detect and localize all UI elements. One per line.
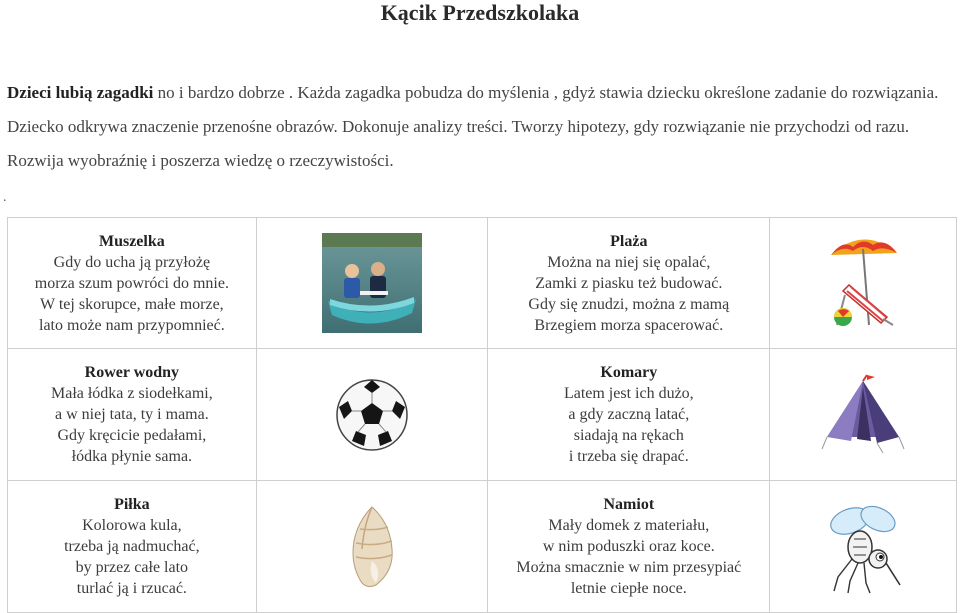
riddle-line: Mały domek z materiału, xyxy=(548,517,710,534)
tent xyxy=(821,373,905,457)
beach-umbrella-chair xyxy=(823,233,903,333)
riddle-cell-rower-wodny xyxy=(8,349,257,481)
riddle-line: Można na niej się opalać, xyxy=(547,253,711,271)
riddle-line: lato może nam przypomnieć. xyxy=(39,316,225,334)
riddle-cell-pilka xyxy=(8,481,257,613)
riddle-line: siadają na rękach xyxy=(573,427,684,444)
riddle-line: w nim poduszki oraz koce. xyxy=(542,538,715,555)
riddle-line: turlać ją i rzucać. xyxy=(76,580,187,597)
riddle-title: Komary xyxy=(600,364,658,381)
riddle-line: by przez całe lato xyxy=(75,559,189,576)
riddle-line: morza szum powróci do mnie. xyxy=(34,274,229,292)
riddle-cell-muszelka xyxy=(8,218,257,349)
picture-cell-shell xyxy=(256,481,488,613)
riddle-line: Zamki z piasku też budować. xyxy=(535,274,723,292)
riddle-table xyxy=(7,217,957,613)
riddle-line: Można smacznie w nim przesypiać xyxy=(516,559,742,576)
riddle-line: a w niej tata, ty i mama. xyxy=(54,406,209,423)
pedal-boat-photo xyxy=(322,233,422,333)
riddle-cell-komary xyxy=(488,349,770,481)
picture-cell-mosquito xyxy=(770,481,957,613)
riddle-cell-plaza xyxy=(488,218,770,349)
picture-cell-tent xyxy=(770,349,957,481)
stray-mark: . xyxy=(3,190,7,205)
riddle-title: Piłka xyxy=(114,496,150,513)
riddle-line: Mała łódka z siodełkami, xyxy=(50,385,213,402)
riddle-line: i trzeba się drapać. xyxy=(568,448,689,465)
riddle-line: trzeba ją nadmuchać, xyxy=(64,538,200,555)
intro-paragraph xyxy=(7,76,952,178)
riddle-cell-namiot xyxy=(488,481,770,613)
soccer-ball xyxy=(334,377,410,453)
riddle-title: Rower wodny xyxy=(84,364,180,381)
riddle-line: a gdy zaczną latać, xyxy=(568,406,690,423)
riddle-line: Gdy kręcicie pedałami, xyxy=(57,427,207,444)
seashell xyxy=(342,505,402,589)
riddle-line: Gdy do ucha ją przyłożę xyxy=(53,253,211,271)
riddle-title: Namiot xyxy=(603,496,655,513)
picture-cell-pedal-boat xyxy=(256,218,488,349)
riddle-title: Plaża xyxy=(610,232,648,250)
riddle-line: W tej skorupce, małe morze, xyxy=(40,295,224,313)
riddle-line: Latem jest ich dużo, xyxy=(563,385,694,402)
riddle-line: Kolorowa kula, xyxy=(82,517,182,534)
riddle-line: Gdy się znudzi, można z mamą xyxy=(528,295,730,313)
picture-cell-ball xyxy=(256,349,488,481)
page-title: Kącik Przedszkolaka xyxy=(380,0,580,25)
picture-cell-beach xyxy=(770,218,957,349)
riddle-title: Muszelka xyxy=(98,232,165,250)
intro-lead: Dzieci lubią zagadki xyxy=(7,83,154,102)
riddle-line: Brzegiem morza spacerować. xyxy=(534,316,724,334)
riddle-line: łódka płynie sama. xyxy=(71,448,193,465)
mosquito xyxy=(820,499,906,595)
intro-text: no i bardzo dobrze . Każda zagadka pobudza do myślenia , gdyż stawia dziecku określone zadanie do rozwiązania. Dziecko odkrywa znaczenie przenośne obrazów. Dokonuje analizy treści. Tworzy hipotezy, gdy rozwiązanie nie przychodzi od razu. Rozwija wyobraźnię i poszerza wiedzę o rzeczywistości. xyxy=(7,83,939,170)
riddle-line: letnie ciepłe noce. xyxy=(570,580,687,597)
